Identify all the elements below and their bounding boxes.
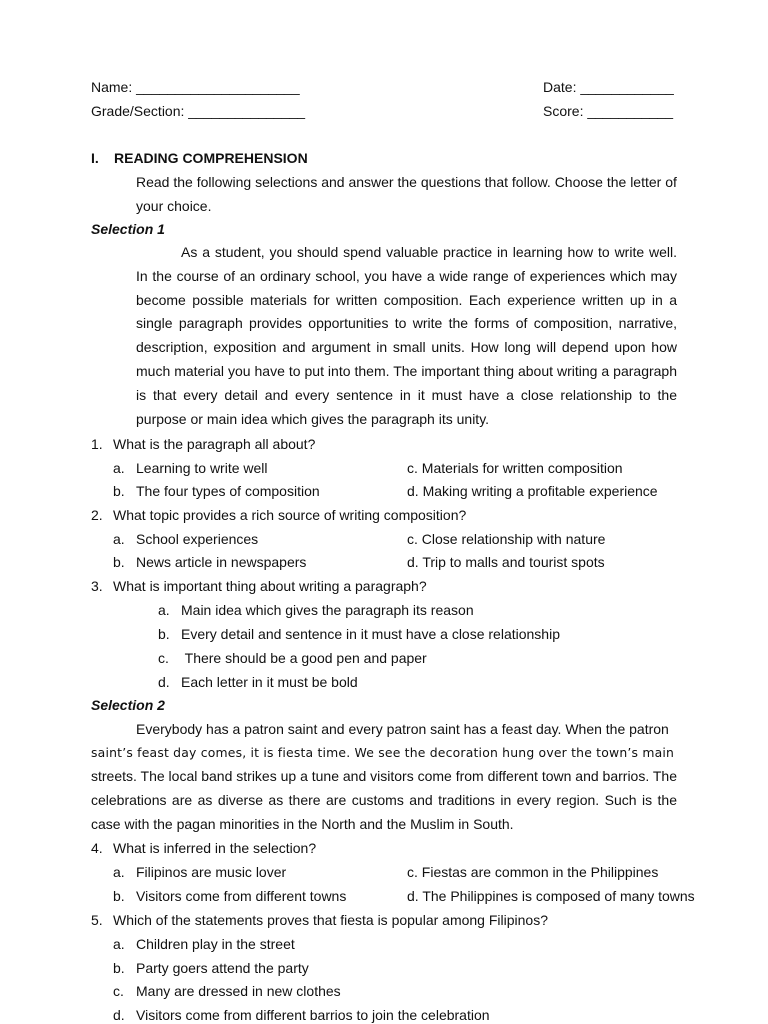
q3-option-c[interactable]: There should be a good pen and paper (181, 650, 427, 666)
q2-option-b[interactable]: News article in newspapers (136, 554, 307, 570)
question-4-number: 4. (91, 840, 103, 856)
question-1-number: 1. (91, 436, 103, 452)
q3-option-d[interactable]: Each letter in it must be bold (181, 674, 358, 690)
selection-2-line-2: saint’s feast day comes, it is fiesta time. We see the decoration hung over the town’s main (91, 745, 675, 760)
q5-option-a[interactable]: Children play in the street (136, 936, 295, 952)
question-2-text: What topic provides a rich source of writing composition? (113, 507, 467, 523)
q2-option-a-letter: a. (113, 531, 125, 547)
q5-option-b[interactable]: Party goers attend the party (136, 960, 309, 976)
q5-option-a-letter: a. (113, 936, 125, 952)
name-field[interactable]: Name: _____________________ (91, 79, 300, 95)
q5-option-c-letter: c. (113, 983, 124, 999)
q1-option-c[interactable]: c. Materials for written composition (407, 460, 623, 476)
q2-option-d[interactable]: d. Trip to malls and tourist spots (407, 554, 605, 570)
section-title: READING COMPREHENSION (114, 150, 308, 166)
q5-option-d-letter: d. (113, 1007, 125, 1023)
q3-option-a-letter: a. (158, 602, 170, 618)
q4-option-d[interactable]: d. The Philippines is composed of many towns (407, 888, 695, 904)
question-5-number: 5. (91, 912, 103, 928)
q3-option-c-letter: c. (158, 650, 169, 666)
q4-option-a-letter: a. (113, 864, 125, 880)
q4-option-b-letter: b. (113, 888, 125, 904)
instructions-line-2: your choice. (136, 198, 212, 214)
instructions-line-1: Read the following selections and answer the questions that follow. Choose the letter of (136, 174, 677, 190)
q1-option-d[interactable]: d. Making writing a profitable experience (407, 483, 658, 499)
selection-2-heading: Selection 2 (91, 697, 165, 713)
question-2-number: 2. (91, 507, 103, 523)
q3-option-b[interactable]: Every detail and sentence in it must have a close relationship (181, 626, 560, 642)
selection-2-line-1: Everybody has a patron saint and every patron saint has a feast day. When the patron (136, 721, 669, 737)
q4-option-a[interactable]: Filipinos are music lover (136, 864, 287, 880)
q4-option-b[interactable]: Visitors come from different towns (136, 888, 347, 904)
q2-option-c[interactable]: c. Close relationship with nature (407, 531, 606, 547)
question-3-text: What is important thing about writing a paragraph? (113, 578, 427, 594)
q1-option-b[interactable]: The four types of composition (136, 483, 320, 499)
q2-option-b-letter: b. (113, 554, 125, 570)
q2-option-a[interactable]: School experiences (136, 531, 259, 547)
q4-option-c[interactable]: c. Fiestas are common in the Philippines (407, 864, 659, 880)
section-numeral: I. (91, 150, 99, 166)
question-4-text: What is inferred in the selection? (113, 840, 317, 856)
q1-option-a[interactable]: Learning to write well (136, 460, 268, 476)
selection-1-heading: Selection 1 (91, 221, 165, 237)
question-5-text: Which of the statements proves that fiesta is popular among Filipinos? (113, 912, 548, 928)
selection-2-paragraph-rest: streets. The local band strikes up a tune and visitors come from different town and barrios. The celebrations are as diverse as there are customs and traditions in every region. Such is the case with the pagan minorities in the North and the Muslim in South. (91, 768, 677, 832)
q3-option-a[interactable]: Main idea which gives the paragraph its reason (181, 602, 474, 618)
date-field[interactable]: Date: ____________ (543, 79, 674, 95)
q1-option-a-letter: a. (113, 460, 125, 476)
q5-option-c[interactable]: Many are dressed in new clothes (136, 983, 341, 999)
grade-section-field[interactable]: Grade/Section: _______________ (91, 103, 306, 119)
question-3-number: 3. (91, 578, 103, 594)
selection-1-paragraph: As a student, you should spend valuable practice in learning how to write well. In the course of an ordinary school, you have a wide range of experiences which may become possible materials for written composition. Each experience written up in a single paragraph provides opportunities to write the forms of composition, narrative, description, exposition and argument in small units. How long will depend upon how much material you have to put into them. The important thing about writing a paragraph is that every detail and every sentence in it must have a close relationship to the purpose or main idea which gives the paragraph its unity. (136, 244, 677, 427)
q5-option-b-letter: b. (113, 960, 125, 976)
q3-option-b-letter: b. (158, 626, 170, 642)
score-field[interactable]: Score: ___________ (543, 103, 673, 119)
q1-option-b-letter: b. (113, 483, 125, 499)
question-1-text: What is the paragraph all about? (113, 436, 316, 452)
q3-option-d-letter: d. (158, 674, 170, 690)
q5-option-d[interactable]: Visitors come from different barrios to join the celebration (136, 1007, 490, 1023)
